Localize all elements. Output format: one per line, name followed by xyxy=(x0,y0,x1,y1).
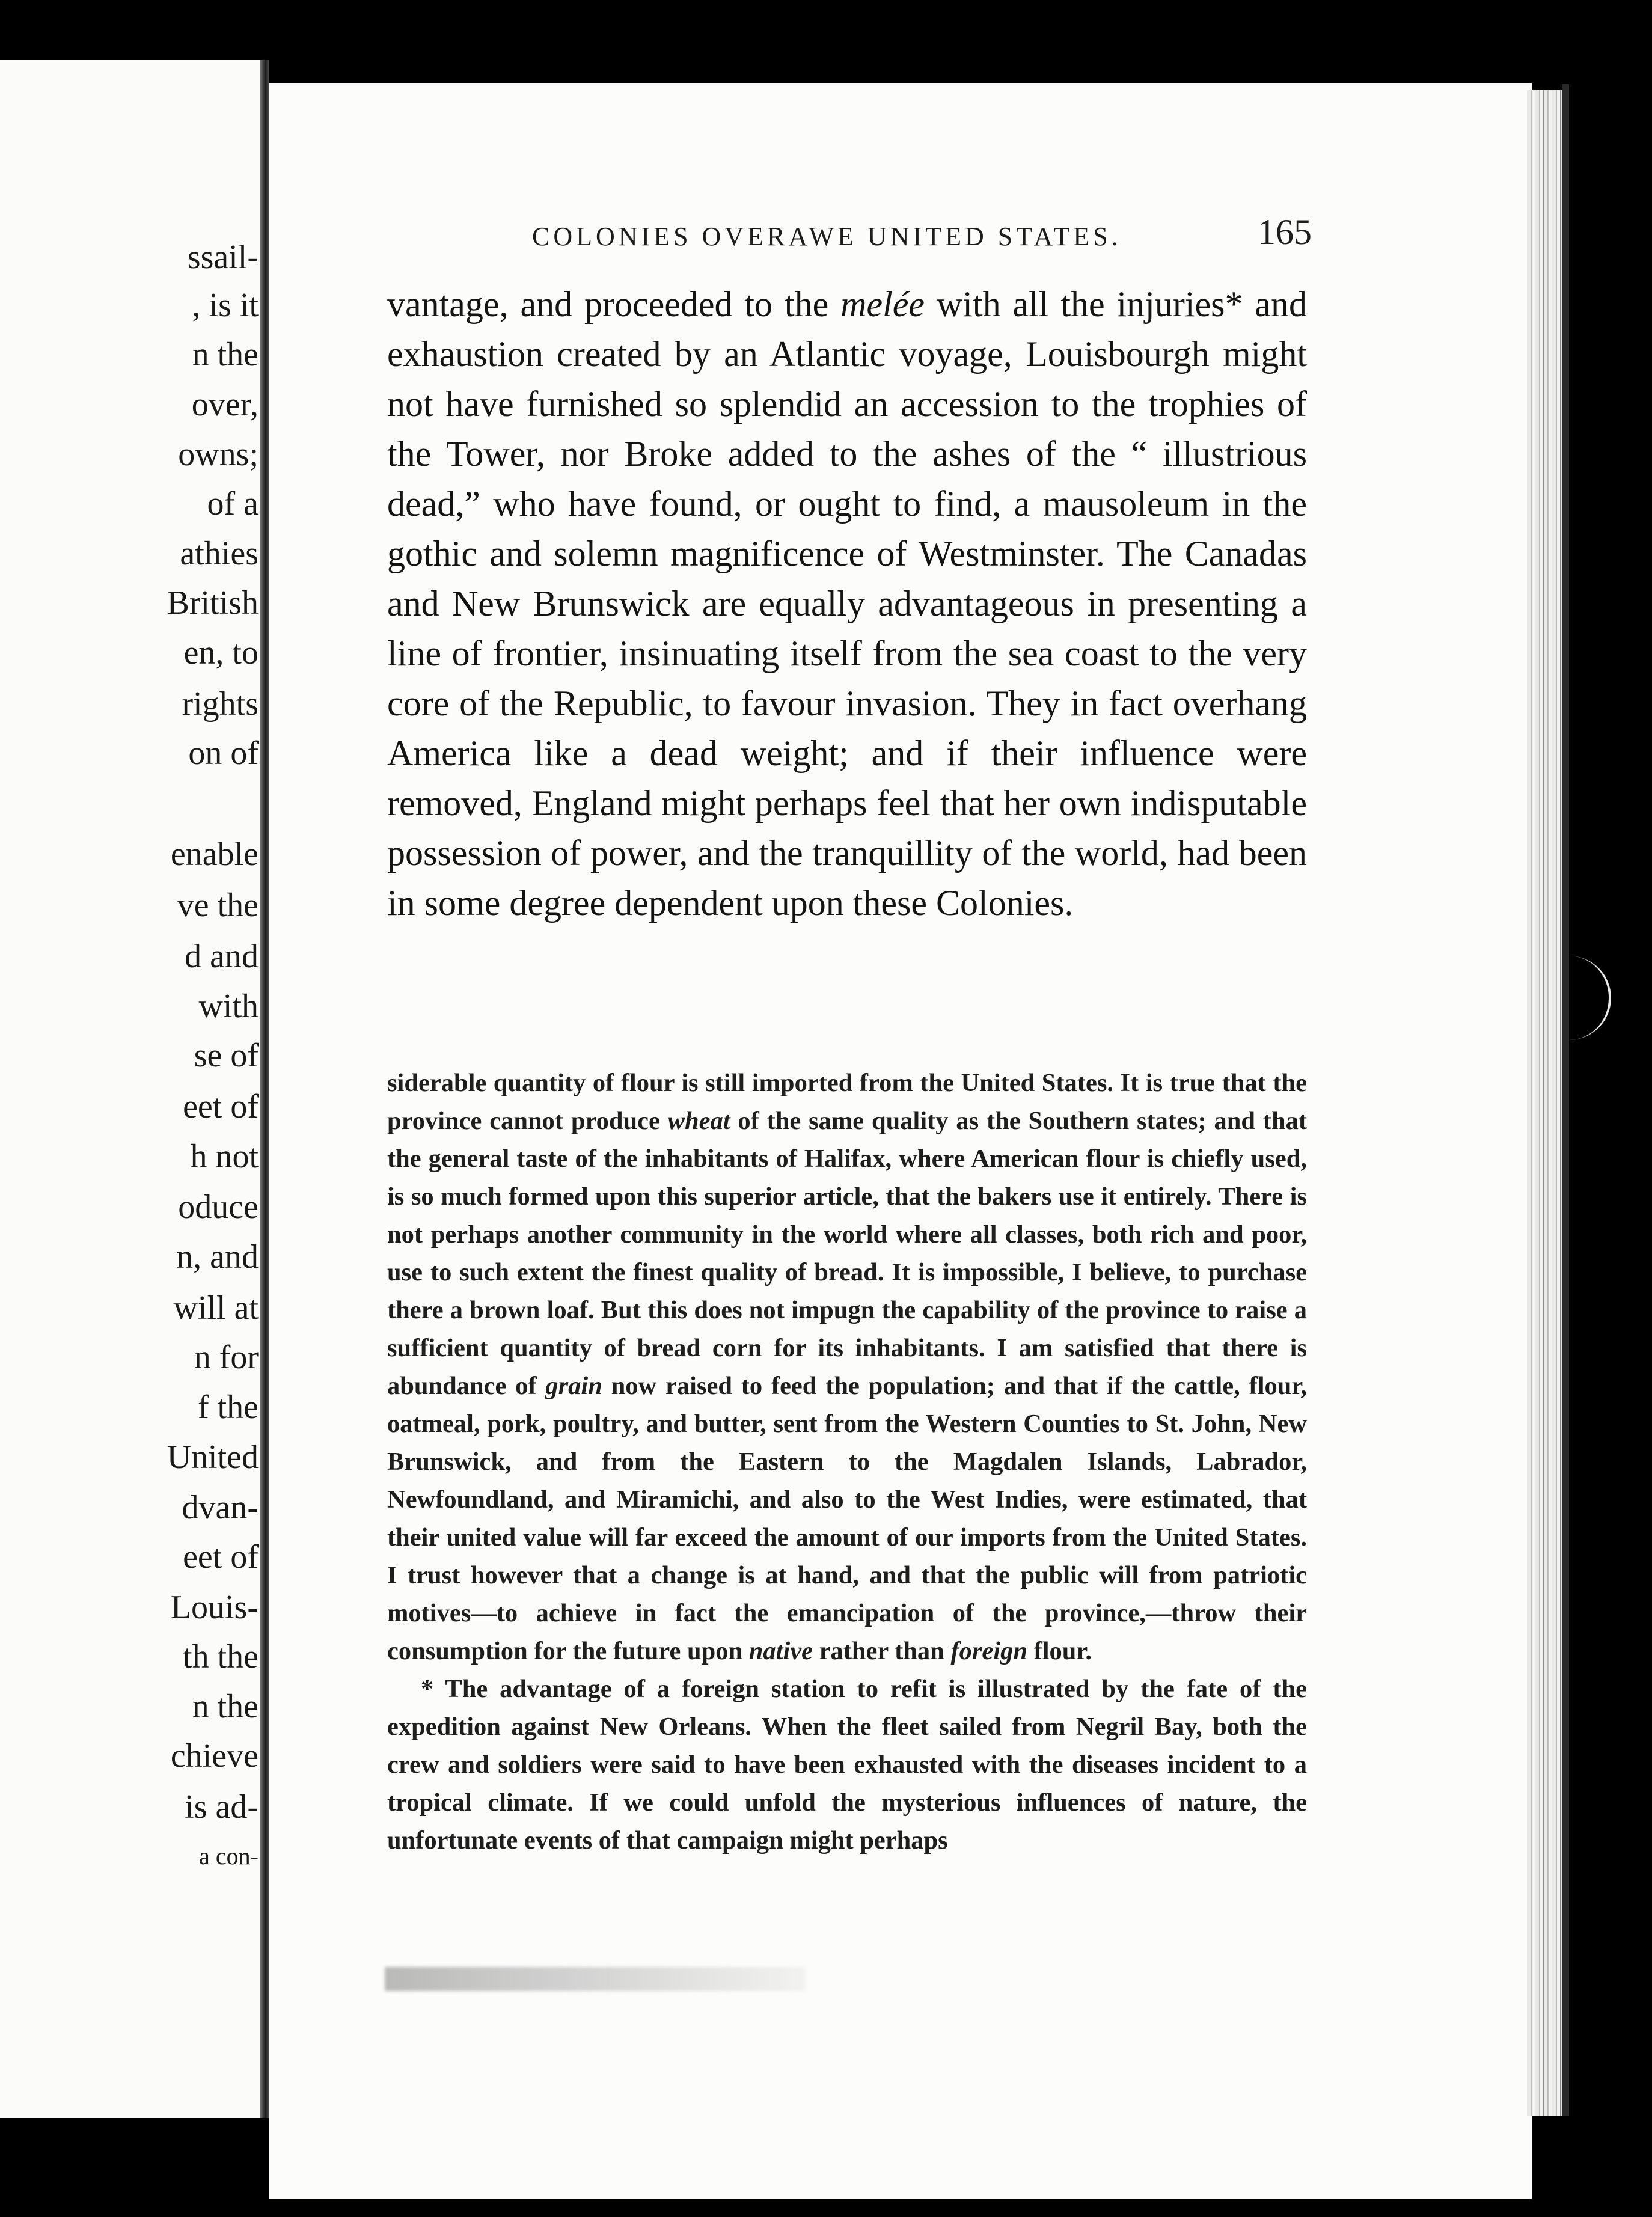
facing-page-line: se of xyxy=(194,1037,259,1074)
facing-page-line: ssail- xyxy=(187,239,259,276)
facing-page-line: dvan- xyxy=(182,1489,259,1526)
facing-page-line: oduce xyxy=(178,1188,259,1226)
facing-page-line: ve the xyxy=(177,887,259,924)
footnote-italic: native xyxy=(748,1637,813,1665)
facing-page-line: n, and xyxy=(176,1238,259,1276)
facing-page-line: with xyxy=(198,988,259,1025)
footnotes xyxy=(387,1064,1307,1859)
faded-print-smudge xyxy=(385,1967,806,1991)
facing-page-line: of a xyxy=(207,485,259,522)
facing-page-line: th the xyxy=(183,1638,259,1675)
facing-page-line: Louis- xyxy=(170,1589,259,1626)
facing-page-line: h not xyxy=(190,1138,259,1175)
facing-page-line: , is it xyxy=(192,287,259,324)
facing-page-line: f the xyxy=(197,1389,259,1426)
facing-page-line: United xyxy=(167,1439,259,1476)
footnote-text-part: flour. xyxy=(1027,1637,1092,1665)
book-cover-edge xyxy=(1562,84,1569,2116)
facing-page-line: eet of xyxy=(183,1088,259,1125)
facing-page-line: enable xyxy=(170,836,259,873)
facing-page-line: is ad- xyxy=(185,1788,259,1826)
footnote-italic: wheat xyxy=(667,1107,730,1135)
facing-page-line: eet of xyxy=(183,1538,259,1576)
facing-page-line: n the xyxy=(192,1688,259,1725)
facing-page-line: d and xyxy=(185,938,259,975)
page-edges xyxy=(1527,90,1562,2116)
footnote-italic: grain xyxy=(545,1372,602,1400)
running-head: COLONIES OVERAWE UNITED STATES. xyxy=(532,222,1122,251)
facing-page-line: n the xyxy=(192,336,259,373)
main-paragraph xyxy=(387,280,1307,928)
footnote-asterisk: * The advantage of a foreign station to refit is illustrated by the fate of the expedition against New Orleans. When the fleet sailed from Negril Bay, both the crew and soldiers were said to have been exhausted with the diseases incident to a tropical climate. If we could unfold the mysterious influences of nature, the unfortunate events of that campaign might perhaps xyxy=(387,1675,1307,1855)
facing-page-line: rights xyxy=(182,685,259,723)
facing-page xyxy=(0,60,260,2118)
footnote-text-part: now raised to feed the population; and that if the cattle, flour, oatmeal, pork, poultry, and butter, sent from the Western Counties to St. John, New Brunswick, and from the Eastern to the Magdalen Islands, Labrador, Newfoundland, and Miramichi, and also to the West Indies, were estimated, that their united value will far exceed the amount of our imports from the United States. I trust however that a change is at hand, and that the public will from patriotic motives—to achieve in fact the emancipation of the province,—throw their consumption for the future upon xyxy=(387,1372,1308,1665)
footnote-italic: foreign xyxy=(950,1637,1027,1665)
facing-page-line: over, xyxy=(191,386,259,423)
facing-page-line: n for xyxy=(194,1339,259,1376)
facing-page-line: will at xyxy=(173,1289,259,1327)
facing-page-line: athies xyxy=(180,535,259,572)
facing-page-line: British xyxy=(167,584,259,622)
main-text-italic: melée xyxy=(840,284,925,324)
facing-page-line: owns; xyxy=(178,436,259,473)
facing-page-line: en, to xyxy=(183,634,259,671)
page-number: 165 xyxy=(1258,212,1312,252)
facing-page-line: chieve xyxy=(170,1737,259,1775)
page-edge-curl xyxy=(1561,956,1611,1040)
main-text-part: with all the injuries* and exhaustion created by an Atlantic voyage, Louisbourgh might not have furnished so splendid an accession to the trophies of the Tower, nor Broke added to the ashes of the “ illustrious dead,” who have found, or ought to find, a mausoleum in the gothic and solemn magnificence of Westminster. The Canadas and New Brunswick are equally advantageous in presenting a line of frontier, insinuating itself from the sea coast to the very core of the Republic, to favour invasion. They in fact overhang America like a dead weight; and if their influence were removed, England might perhaps feel that her own indisputable possession of power, and the tranquillity of the world, had been in some degree dependent upon these Colonies. xyxy=(387,284,1307,923)
main-text-part: vantage, and proceeded to the xyxy=(387,284,841,324)
footnote-continuation xyxy=(387,1064,1307,1670)
facing-page-line: a con- xyxy=(199,1842,259,1870)
footnote-text-part: siderable quantity of flour is still imported from the United States. It is true that the province cannot produce xyxy=(387,1069,1307,1135)
footnote-text-part: of the same quality as the Southern states; and that the general taste of the inhabitants of Halifax, where American flour is chiefly used, is so much formed upon this superior article, that the bakers use it entirely. There is not perhaps another community in the world where all classes, both rich and poor, use to such extent the finest quality of bread. It is impossible, I believe, to purchase there a brown loaf. But this does not impugn the capability of the province to raise a sufficient quantity of bread corn for its inhabitants. I am satisfied that there is abundance of xyxy=(387,1107,1307,1400)
facing-page-line: on of xyxy=(188,735,259,772)
book-gutter xyxy=(260,60,269,2118)
footnote-text-part: rather than xyxy=(813,1637,951,1665)
